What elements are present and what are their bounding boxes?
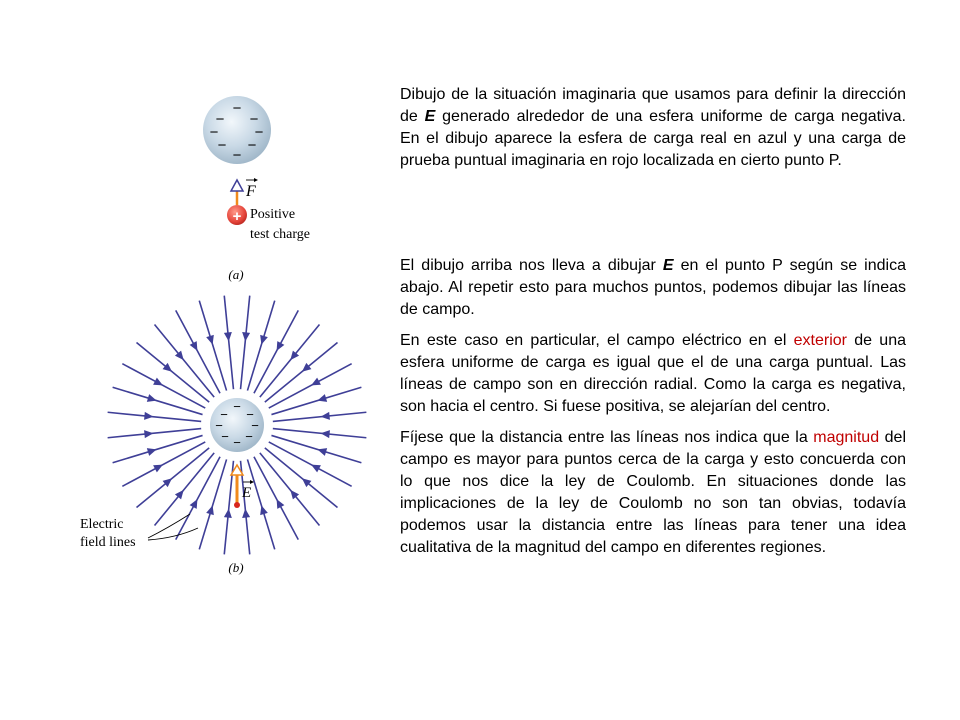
text-run: En este caso en particular, el campo eléctrico en el (400, 332, 794, 349)
highlight-magnitud: magnitud (813, 429, 880, 446)
minus-sign: − (215, 418, 223, 433)
vector-bar-tip (254, 178, 258, 182)
minus-sign: − (246, 407, 254, 422)
field-line (241, 296, 250, 390)
field-line (113, 387, 203, 414)
text-run: Dibujo de la situación imaginaria que usamos para definir la dirección de (400, 86, 906, 125)
test-charge-label: test charge (250, 227, 310, 242)
test-charge-label: Positive (250, 207, 296, 222)
minus-sign: − (247, 137, 257, 154)
vector-e-symbol: E (662, 257, 674, 274)
text-run: de una esfera uniforme de carga es igual que el de una carga puntual. Las líneas de campo son en dirección radial. Como la carga es negativa, son hacia el centro. Si fuese positiva, se alejarían del centro. (400, 332, 907, 415)
figure-b (80, 296, 366, 575)
field-line (199, 459, 226, 549)
minus-sign: − (245, 429, 253, 444)
text-run: Fíjese que la distancia entre las líneas nos indica que la (400, 429, 814, 446)
highlight-exterior: exterior (793, 332, 847, 349)
field-line-arrowhead (206, 505, 214, 515)
field-line-arrowhead (317, 394, 327, 402)
plus-sign: + (232, 208, 242, 225)
paragraph-draw-e (400, 255, 906, 321)
field-lines-label: Electric (80, 517, 124, 532)
paragraph-intro (400, 84, 906, 172)
minus-sign: − (221, 429, 229, 444)
caption-b: (b) (228, 560, 244, 575)
minus-sign: − (220, 407, 228, 422)
minus-sign: − (217, 137, 227, 154)
field-line (273, 412, 367, 421)
field-vector-label: E (242, 485, 252, 501)
minus-sign: − (215, 111, 225, 128)
minus-sign: − (251, 418, 259, 433)
force-arrow-head (231, 180, 243, 191)
electric-field-figure (0, 0, 390, 720)
paragraph-magnitude (400, 427, 906, 559)
text-run: El dibujo arriba nos lleva a dibujar (400, 257, 663, 274)
force-label: F (246, 183, 256, 200)
text-run: del campo es mayor para puntos cerca de la carga y esto concuerda con lo que nos dice la ley de Coulomb. En situaciones donde las implicaciones de la ley de Coulomb no son tan obvias, todavía podemos usar la distancia entre las líneas para tener una idea cualitativa de la magnitud del campo en diferentes regiones. (400, 429, 906, 556)
caption-a: (a) (228, 267, 244, 282)
field-line (108, 429, 202, 438)
point-p (234, 502, 240, 508)
field-line (199, 301, 226, 391)
field-line (247, 301, 274, 391)
minus-sign: − (232, 100, 242, 117)
field-line-arrowhead (147, 394, 157, 402)
field-line (273, 429, 367, 438)
field-line (271, 387, 361, 414)
minus-sign: − (232, 147, 242, 164)
field-line-arrowhead (206, 335, 214, 345)
minus-sign: − (254, 124, 264, 141)
description-block-2 (400, 255, 906, 568)
figure-a (203, 96, 310, 282)
minus-sign: − (249, 111, 259, 128)
field-lines-label: field lines (80, 535, 136, 550)
field-line-arrowhead (317, 448, 327, 456)
field-line (271, 435, 361, 462)
field-line (247, 459, 274, 549)
paragraph-exterior (400, 330, 906, 418)
field-line (108, 412, 202, 421)
field-line-arrowhead (260, 505, 268, 515)
minus-sign: − (209, 124, 219, 141)
minus-sign: − (233, 435, 241, 450)
text-run: generado alrededor de una esfera uniforme de carga negativa. En el dibujo aparece la esfera de carga real en azul y una carga de prueba puntual imaginaria en rojo localizada en cierto punto P. (400, 108, 906, 169)
field-line (224, 296, 233, 390)
field-line-arrowhead (147, 448, 157, 456)
vector-e-symbol: E (424, 108, 436, 125)
field-line (113, 435, 203, 462)
field-line-arrowhead (260, 335, 268, 345)
minus-sign: − (233, 399, 241, 414)
description-block-1 (400, 84, 906, 181)
text-run: en el punto P según se indica abajo. Al repetir esto para muchos puntos, podemos dibujar las líneas de campo. (400, 257, 906, 318)
